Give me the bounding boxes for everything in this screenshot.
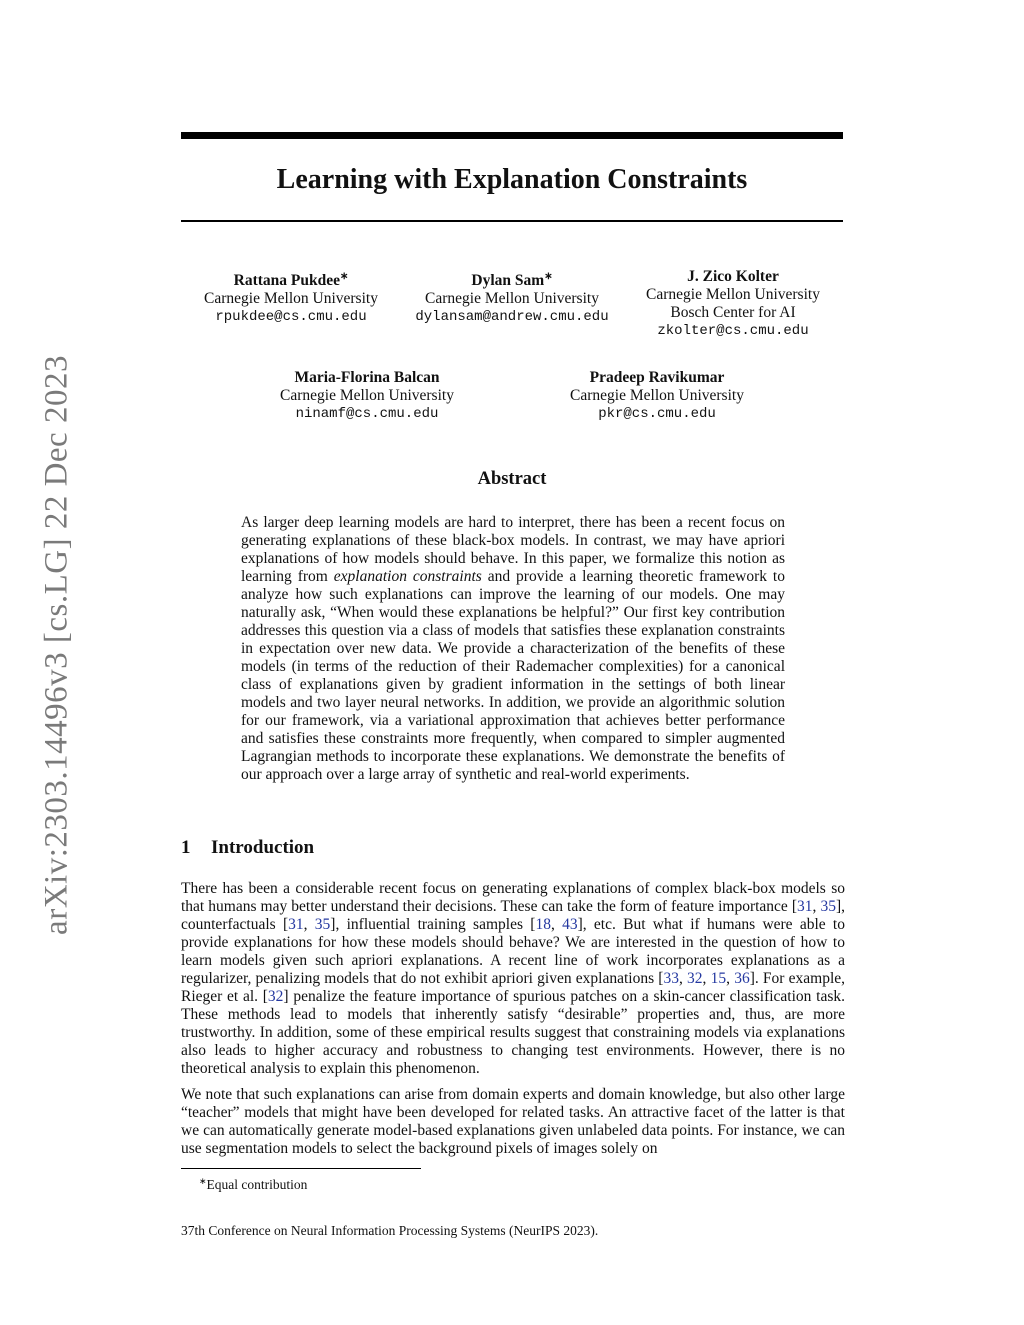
- author-name: J. Zico Kolter: [687, 268, 779, 285]
- author-name: Rattana Pukdee∗: [233, 271, 349, 289]
- citation-link[interactable]: 32: [687, 970, 703, 987]
- author-block: [556, 369, 758, 423]
- intro-paragraph-1: There has been a considerable recent focus on generating explanations of complex black-box models so that humans may better understand their decisions. These can take the form of feature importance [31, 35], counterfactuals [31, 35], influential training samples [18, 43], etc. But what if humans were able to provide explanations for how these models should behave? We are interested in the question of how to learn models given such apriori explanations. A recent line of work incorporates explanations as a regularizer, penalizing models that do not exhibit apriori given explanations [33, 32, 15, 36]. For example, Rieger et al. [32] penalize the feature importance of spurious patches on a skin-cancer classification task. These methods lead to models that inherently satisfy “desirable” properties and, thus, are more trustworthy. In addition, some of these empirical results suggest that constraining models via explanations also leads to higher accuracy and robustness to changing test environments. However, there is no theoretical analysis to explain this phenomenon.: [181, 880, 846, 1077]
- section-title: Introduction: [211, 837, 315, 858]
- section-number: 1: [181, 837, 191, 858]
- citation-link[interactable]: 15: [710, 970, 727, 987]
- author-block: [266, 369, 468, 423]
- citation-link[interactable]: 35: [314, 916, 331, 933]
- citation-link[interactable]: 32: [267, 988, 284, 1005]
- citation-link[interactable]: 33: [663, 970, 679, 987]
- conference-note: 37th Conference on Neural Information Processing Systems (NeurIPS 2023).: [181, 1223, 599, 1238]
- author-block: [190, 268, 392, 326]
- author-affiliation: Carnegie Mellon University: [646, 286, 820, 303]
- author-affiliation: Carnegie Mellon University: [204, 290, 378, 307]
- abstract-heading: Abstract: [477, 469, 547, 489]
- citation-link[interactable]: 35: [820, 898, 836, 915]
- author-affiliation: Carnegie Mellon University: [280, 387, 454, 404]
- intro-paragraph-2: We note that such explanations can arise from domain experts and domain knowledge, but also other large “teacher” models that might have been developed for related tasks. An attractive facet of the latter is that we can automatically generate model-based explanations given unlabeled data points. For instance, we can use segmentation models to select the background pixels of images solely on: [181, 1086, 845, 1157]
- citation-link[interactable]: 43: [562, 916, 578, 933]
- arxiv-identifier: arXiv:2303.14496v3 [cs.LG] 22 Dec 2023: [38, 355, 75, 935]
- paper-title: Learning with Explanation Constraints: [276, 164, 748, 195]
- author-name: Maria-Florina Balcan: [294, 369, 440, 386]
- citation-link[interactable]: 18: [535, 916, 551, 933]
- footnote-rule: [181, 1168, 421, 1169]
- footnote: [199, 1173, 307, 1193]
- footnote-mark: ∗: [199, 1176, 207, 1186]
- author-email[interactable]: pkr@cs.cmu.edu: [598, 406, 716, 422]
- section-heading: [181, 837, 314, 859]
- citation-link[interactable]: 31: [288, 916, 304, 933]
- author-email[interactable]: ninamf@cs.cmu.edu: [295, 406, 439, 422]
- footnote-text: Equal contribution: [206, 1177, 308, 1192]
- author-name: Pradeep Ravikumar: [589, 369, 725, 386]
- author-block: [405, 268, 619, 326]
- citation-link[interactable]: 36: [734, 970, 750, 987]
- author-email[interactable]: zkolter@cs.cmu.edu: [657, 323, 809, 339]
- abstract-text: As larger deep learning models are hard to interpret, there has been a recent focus on generating explanations of these black-box models. In contrast, we may have apriori explanations of how models should behave. In this paper, we formalize this notion as learning from explanation constraints and provide a learning theoretic framework to analyze how such explanations can improve the learning of our models. One may naturally ask, “When would these explanations be helpful?” Our first key contribution addresses this question via a class of models that satisfies these explanation constraints in expectation over new data. We provide a characterization of the benefits of these models (in terms of the reduction of their Rademacher complexities) for a canonical class of explanations given by gradient information in the settings of both linear models and two layer neural networks. In addition, we provide an algorithmic solution for our framework, via a variational approximation that achieves better performance and satisfies these constraints more frequently, when compared to simpler augmented Lagrangian methods to incorporate these explanations. We demonstrate the benefits of our approach over a large array of synthetic and real-world experiments.: [241, 514, 785, 783]
- author-email[interactable]: rpukdee@cs.cmu.edu: [215, 309, 367, 325]
- citation-link[interactable]: 31: [797, 898, 813, 915]
- title-bottom-rule: [181, 220, 843, 222]
- author-block: [632, 268, 834, 340]
- author-affiliation: Carnegie Mellon University: [425, 290, 599, 307]
- title-top-rule: [181, 132, 843, 139]
- author-affiliation: Bosch Center for AI: [670, 304, 796, 321]
- author-name: Dylan Sam∗: [471, 271, 553, 289]
- author-email[interactable]: dylansam@andrew.cmu.edu: [415, 309, 609, 325]
- author-affiliation: Carnegie Mellon University: [570, 387, 744, 404]
